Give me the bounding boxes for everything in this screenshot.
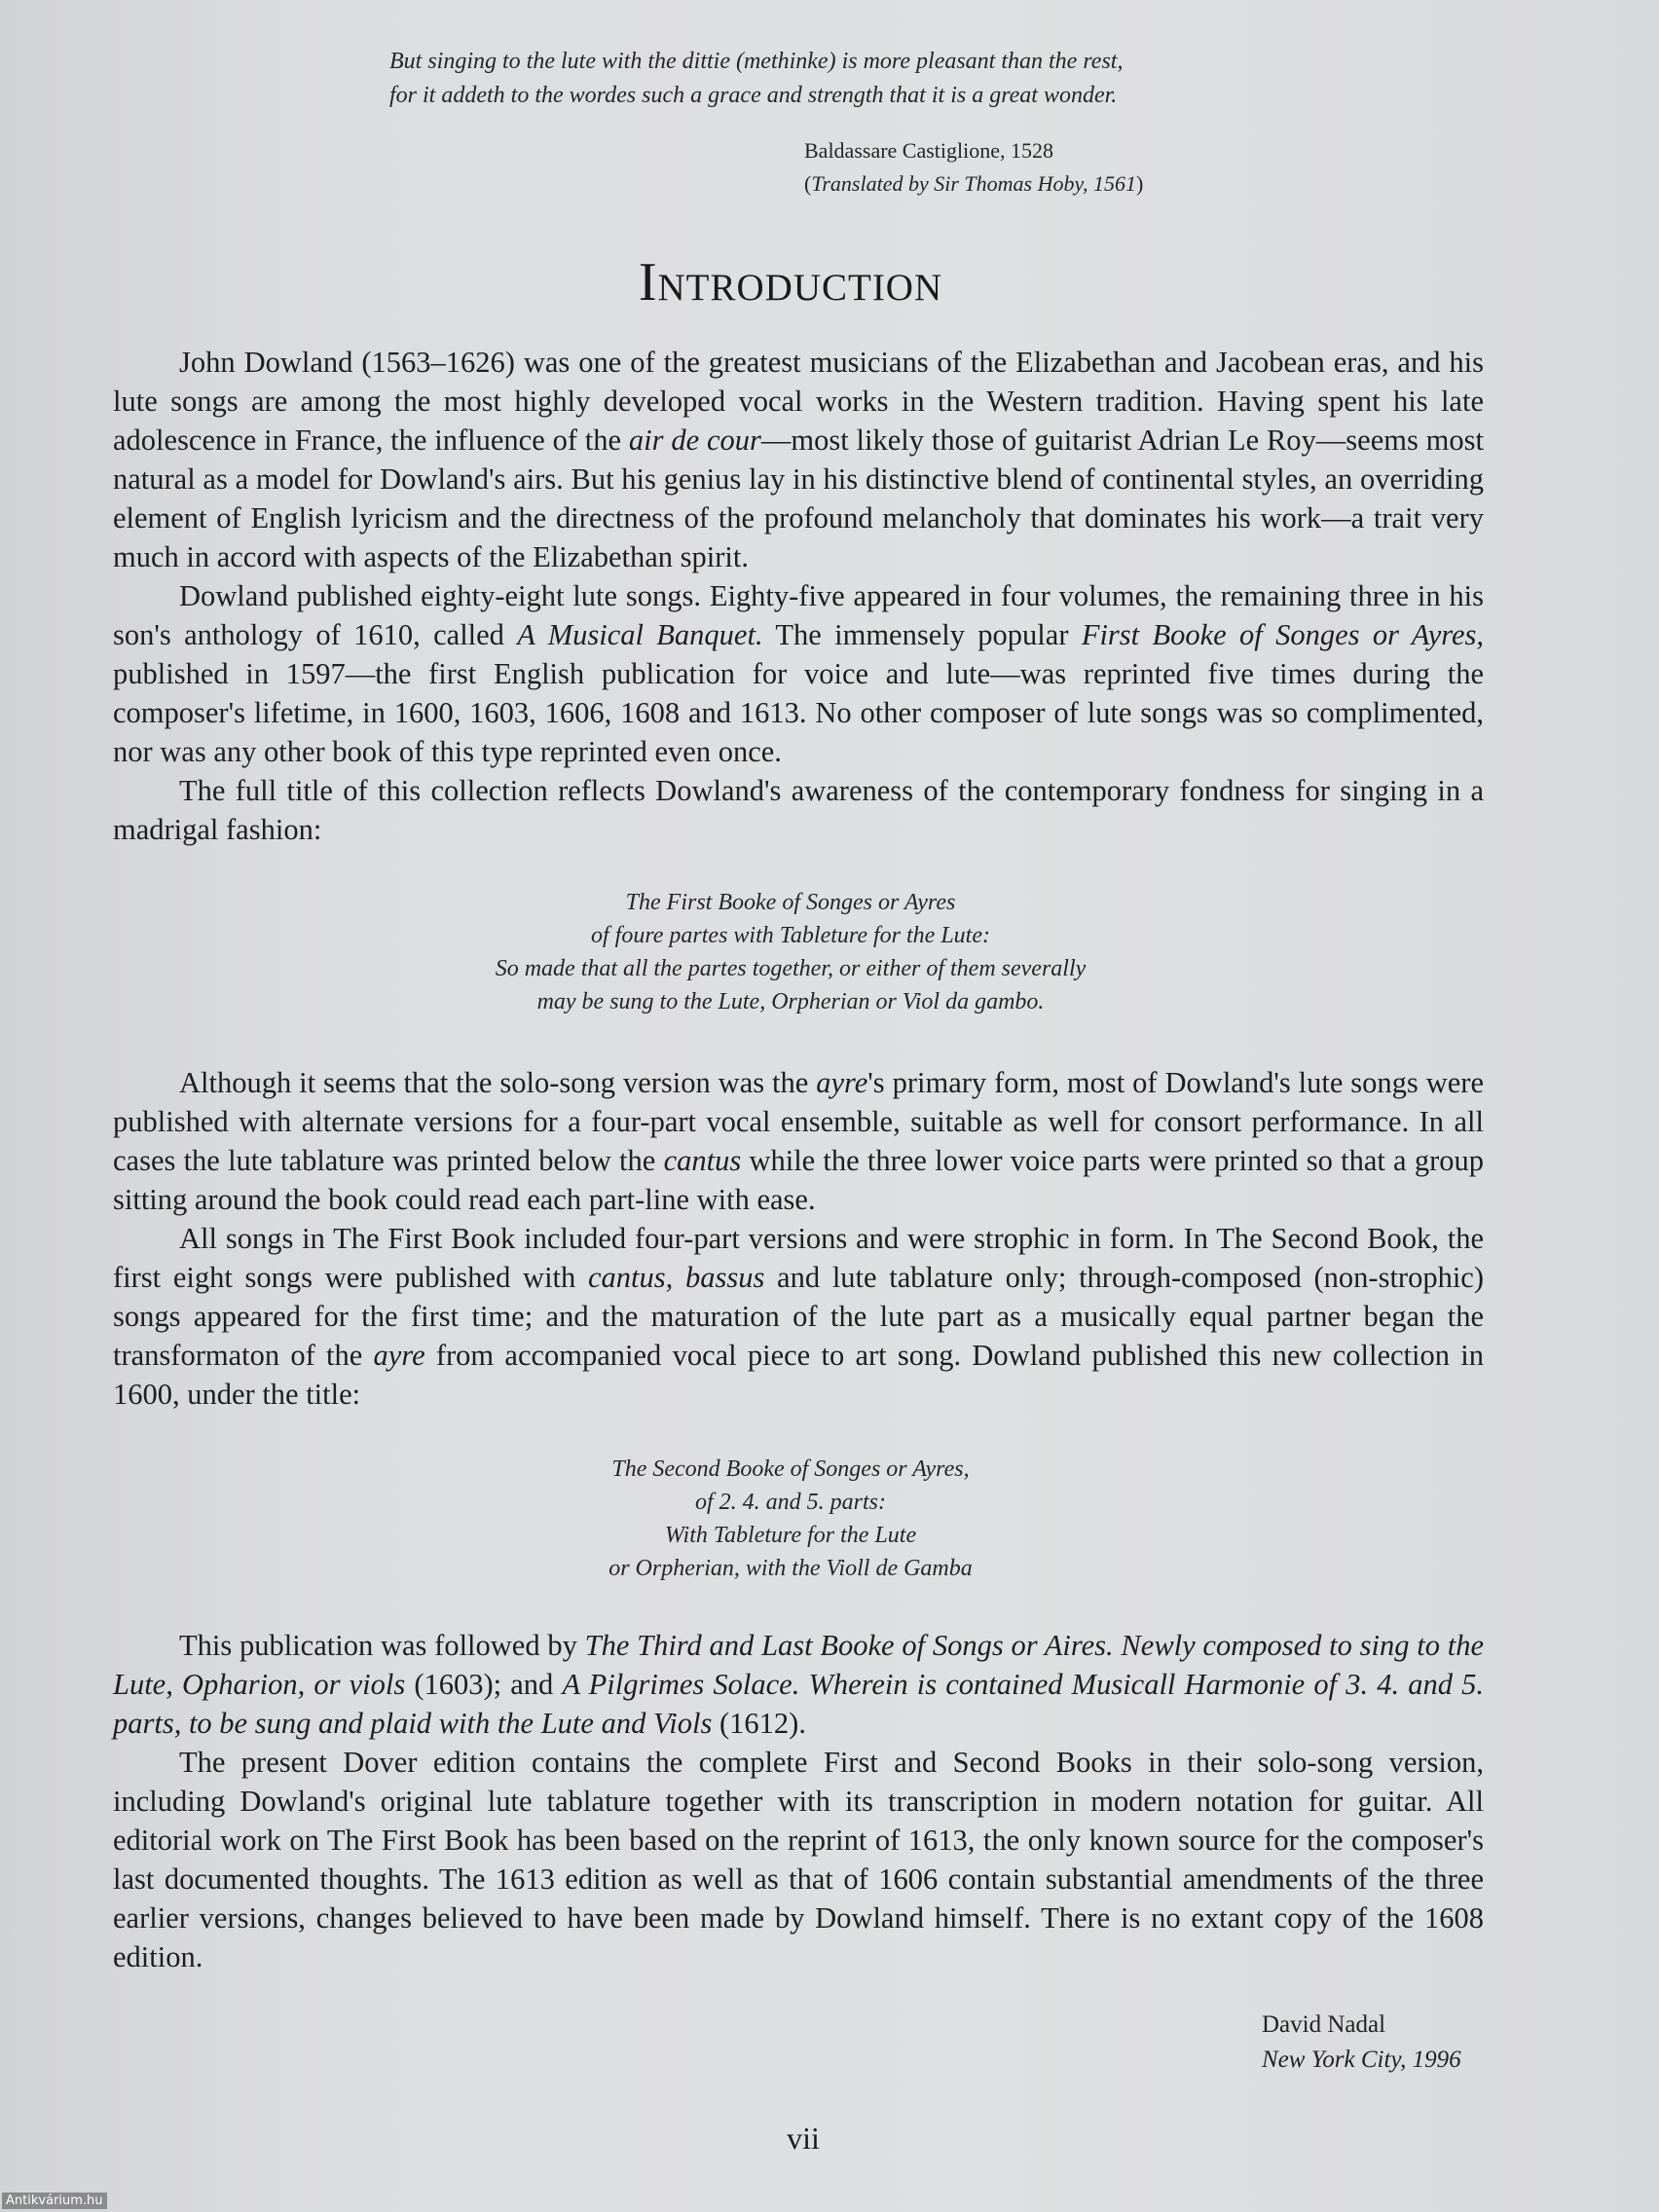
title-quote-second-booke [0,1453,1581,1585]
epigraph [389,45,1227,113]
quote-line: or Orpherian, with the Violl de Gamba [608,1556,973,1581]
paragraph: This publication was followed by The Third and Last Booke of Songs or Aires. Newly composed to sing to the Lute, Opharion, or viols (1603); and A Pilgrimes Solace. Wherein is contained Musicall Harmonie of 3. 4. and 5. parts, to be sung and plaid with the Lute and Viols (1612). [113,1629,1484,1740]
epigraph-line-1: But singing to the lute with the dittie (methinke) is more pleasant than the rest, [389,49,1124,74]
page-title: Introduction [638,252,943,313]
quote-line: So made that all the partes together, or either of them severally [495,956,1087,981]
epigraph-line-2: for it addeth to the wordes such a grace and strength that it is a great wonder. [389,83,1118,108]
intro-section-1 [113,343,1484,849]
watermark: Antikvárium.hu [2,2193,107,2209]
quote-line: With Tableture for the Lute [664,1523,917,1548]
epigraph-attribution [804,134,1143,201]
intro-section-3 [113,1626,1484,1976]
paragraph: The present Dover edition contains the complete First and Second Books in their solo-song version, including Dowland's original lute tablature together with its transcription in modern notation for guitar. All editorial work on The First Book has been based on the reprint of 1613, the only known source for the composer's last documented thoughts. The 1613 edition as well as that of 1606 contain substantial amendments of the three earlier versions, changes believed to have been made by Dowland himself. There is no extant copy of the 1608 edition. [113,1746,1484,1973]
paragraph: Dowland published eighty-eight lute songs. Eighty-five appeared in four volumes, the remaining three in his son's anthology of 1610, called A Musical Banquet. The immensely popular First Booke of Songes or Ayres, published in 1597—the first English publication for voice and lute—was reprinted five times during the composer's lifetime, in 1600, 1603, 1606, 1608 and 1613. No other composer of lute songs was so complimented, nor was any other book of this type reprinted even once. [113,579,1485,768]
quote-line: The Second Booke of Songes or Ayres, [611,1456,970,1482]
quote-line: may be sung to the Lute, Orpherian or Viol da gambo. [536,989,1045,1014]
epigraph-author: Baldassare Castiglione, 1528 [804,138,1054,163]
epigraph-translator: (Translated by Sir Thomas Hoby, 1561) [804,171,1144,196]
quote-line: The First Booke of Songes or Ayres [625,890,956,915]
intro-section-2 [113,1063,1484,1414]
paragraph: The full title of this collection reflects Dowland's awareness of the contemporary fondness for singing in a madrigal fashion: [113,774,1484,846]
paragraph: All songs in The First Book included four-part versions and were strophic in form. In The Second Book, the first eight songs were published with cantus, bassus and lute tablature only; through-composed (non-strophic) songs appeared for the first time; and the maturation of the lute part as a musically equal partner began the transformaton of the ayre from accompanied vocal piece to art song. Dowland published this new collection in 1600, under the title: [113,1222,1484,1411]
signature [1262,2008,1461,2078]
paragraph: John Dowland (1563–1626) was one of the greatest musicians of the Elizabethan and Jacobean eras, and his lute songs are among the most highly developed vocal works in the Western tradition. Having spent his late adolescence in France, the influence of the air de cour—most likely those of guitarist Adrian Le Roy—seems most natural as a model for Dowland's airs. But his genius lay in his distinctive blend of continental styles, an overriding element of English lyricism and the directness of the profound melancholy that dominates his work—a trait very much in accord with aspects of the Elizabethan spirit. [113,346,1484,573]
signature-place: New York City, 1996 [1262,2046,1461,2073]
page-number: vii [787,2120,820,2156]
epigraph-translator-text: Translated by Sir Thomas Hoby, 1561 [811,171,1137,196]
paragraph: Although it seems that the solo-song version was the ayre's primary form, most of Dowland's lute songs were published with alternate versions for a four-part vocal ensemble, suitable as well for consort performance. In all cases the lute tablature was printed below the cantus while the three lower voice parts were printed so that a group sitting around the book could read each part-line with ease. [113,1066,1484,1216]
signature-name: David Nadal [1262,2011,1386,2038]
quote-line: of 2. 4. and 5. parts: [694,1490,886,1515]
quote-line: of foure partes with Tableture for the Lute: [590,923,990,948]
title-quote-first-booke [0,886,1581,1018]
